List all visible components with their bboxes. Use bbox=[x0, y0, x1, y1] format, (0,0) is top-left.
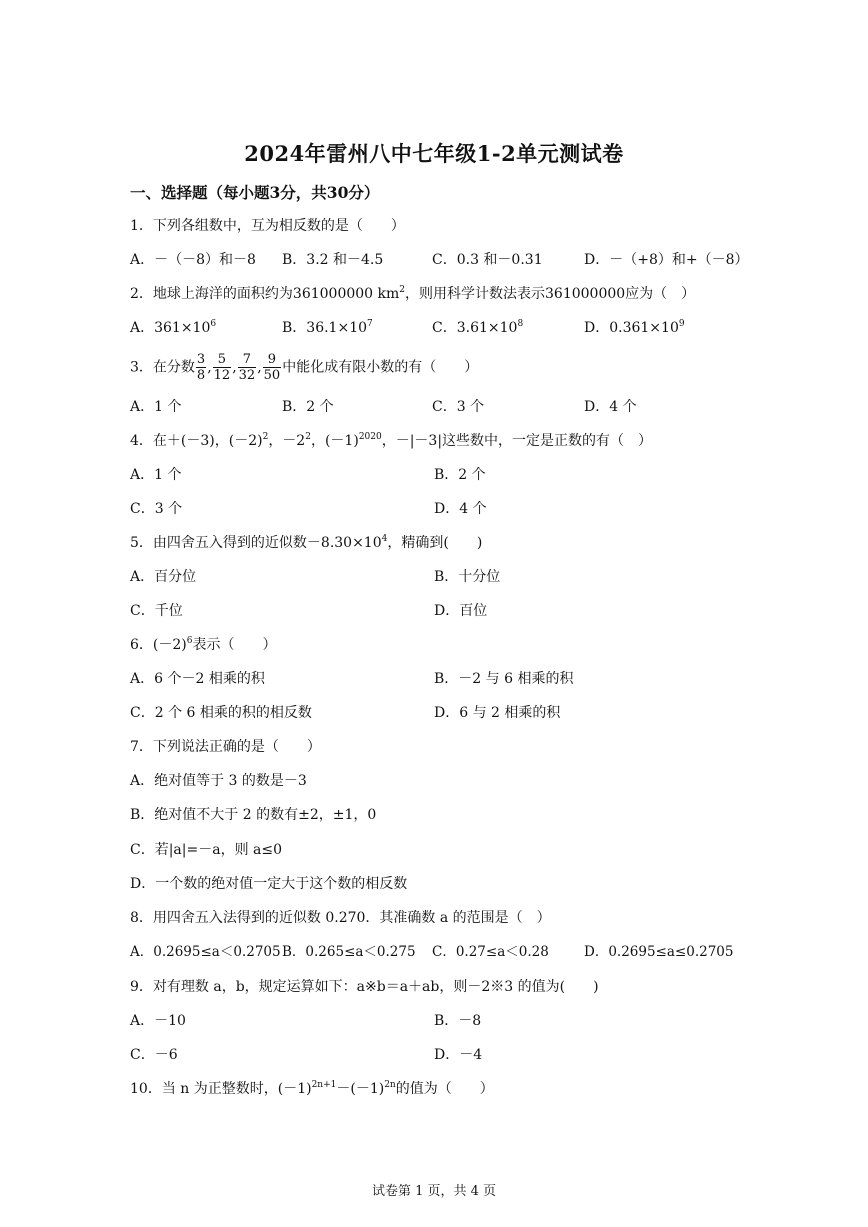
question-2: 2．地球上海洋的面积约为361000000 $km^2$，则用科学计数法表示361000000应为（ ） bbox=[130, 285, 696, 302]
q7-option-d: D．一个数的绝对值一定大于这个数的相反数 bbox=[130, 876, 408, 892]
q4-option-c: C．3 个 bbox=[130, 501, 183, 517]
q8-option-c: C．0.27≤a＜0.28 bbox=[432, 944, 549, 960]
section-heading: 一、选择题（每小题3分，共30分） bbox=[130, 183, 380, 202]
q5-option-b: B．十分位 bbox=[434, 569, 501, 585]
q2-option-c: C．$3.61\times 10^8$ bbox=[432, 319, 524, 336]
fraction: $\frac{9}{50}$ bbox=[263, 352, 281, 383]
fraction: $\frac{7}{32}$ bbox=[238, 352, 256, 383]
q7-option-b: B．绝对值不大于 2 的数有±2，±1，0 bbox=[130, 807, 377, 823]
q8-option-b: B．0.265≤a＜0.275 bbox=[282, 944, 416, 960]
q6-option-a: A．6 个－2 相乘的积 bbox=[130, 671, 265, 687]
question-9: 9．对有理数 a，b，规定运算如下：a※b＝a＋ab，则－2※3 的值为( ) bbox=[130, 979, 599, 995]
q7-option-c: C．若|a|=－a，则 a≤0 bbox=[130, 842, 283, 858]
q2-option-b: B．$36.1\times 10^7$ bbox=[282, 319, 373, 336]
q6-option-d: D．6 与 2 相乘的积 bbox=[434, 705, 561, 721]
q2-option-d: D．$0.361\times 10^9$ bbox=[584, 319, 685, 336]
q9-option-c: C．－6 bbox=[130, 1047, 178, 1063]
q8-option-a: A．0.2695≤a＜0.2705 bbox=[130, 944, 281, 960]
q1-option-c: C．0.3 和－0.31 bbox=[432, 252, 543, 268]
fraction: $\frac{3}{8}$ bbox=[196, 352, 206, 383]
q1-option-d: D．－（+8）和+（－8） bbox=[584, 252, 749, 268]
q5-option-a: A．百分位 bbox=[130, 569, 197, 585]
q4-option-b: B．2 个 bbox=[434, 467, 486, 483]
question-1: 1．下列各组数中，互为相反数的是（ ） bbox=[130, 218, 405, 234]
q2-option-a: A．$361\times 10^6$ bbox=[130, 319, 217, 336]
q8-option-d: D．0.2695≤a≤0.2705 bbox=[584, 944, 734, 960]
q9-option-d: D．－4 bbox=[434, 1047, 483, 1063]
fraction: $\frac{5}{12}$ bbox=[213, 352, 231, 383]
question-10: 10．当 n 为正整数时，$(-1)^{2n+1}-(-1)^{2n}$的值为（ ） bbox=[130, 1080, 494, 1097]
q5-option-d: D．百位 bbox=[434, 603, 488, 619]
q1-option-b: B．3.2 和－4.5 bbox=[282, 252, 384, 268]
page-title: 2024年雷州八中七年级1-2单元测试卷 bbox=[244, 141, 624, 166]
q9-option-a: A．－10 bbox=[130, 1013, 186, 1029]
question-5: 5．由四舍五入得到的近似数$-8.30\times 10^4$，精确到( ) bbox=[130, 534, 483, 551]
question-4: 4．在＋(－3)，$(-2)^2$，$-2^2$，$(-1)^{2020}$，－|－3|这些数中，一定是正数的有（ ） bbox=[130, 432, 653, 449]
question-8: 8．用四舍五入法得到的近似数 0.270．其准确数 a 的范围是（ ） bbox=[130, 910, 551, 926]
q3-option-d: D．4 个 bbox=[584, 399, 637, 415]
page-footer: 试卷第 1 页，共 4 页 bbox=[371, 1184, 497, 1199]
q9-option-b: B．－8 bbox=[434, 1013, 482, 1029]
question-3: 3．在分数 $\frac{3}{8}$ , $\frac{5}{12}$ , $\frac{7}{32}$ , $\frac{9}{50}$ 中能化成有限小数的有（ ） bbox=[130, 352, 479, 383]
q1-option-a: A．－（－8）和－8 bbox=[130, 252, 256, 268]
q4-option-a: A．1 个 bbox=[130, 467, 182, 483]
q6-option-c: C．2 个 6 相乘的积的相反数 bbox=[130, 705, 312, 721]
q6-option-b: B．－2 与 6 相乘的积 bbox=[434, 671, 574, 687]
question-7: 7．下列说法正确的是（ ） bbox=[130, 739, 321, 755]
q4-option-d: D．4 个 bbox=[434, 501, 487, 517]
q5-option-c: C．千位 bbox=[130, 603, 183, 619]
q3-option-b: B．2 个 bbox=[282, 399, 334, 415]
question-6: 6．$(-2)^6$表示（ ） bbox=[130, 636, 277, 653]
q3-option-a: A．1 个 bbox=[130, 399, 182, 415]
q7-option-a: A．绝对值等于 3 的数是－3 bbox=[130, 773, 307, 789]
q3-option-c: C．3 个 bbox=[432, 399, 485, 415]
